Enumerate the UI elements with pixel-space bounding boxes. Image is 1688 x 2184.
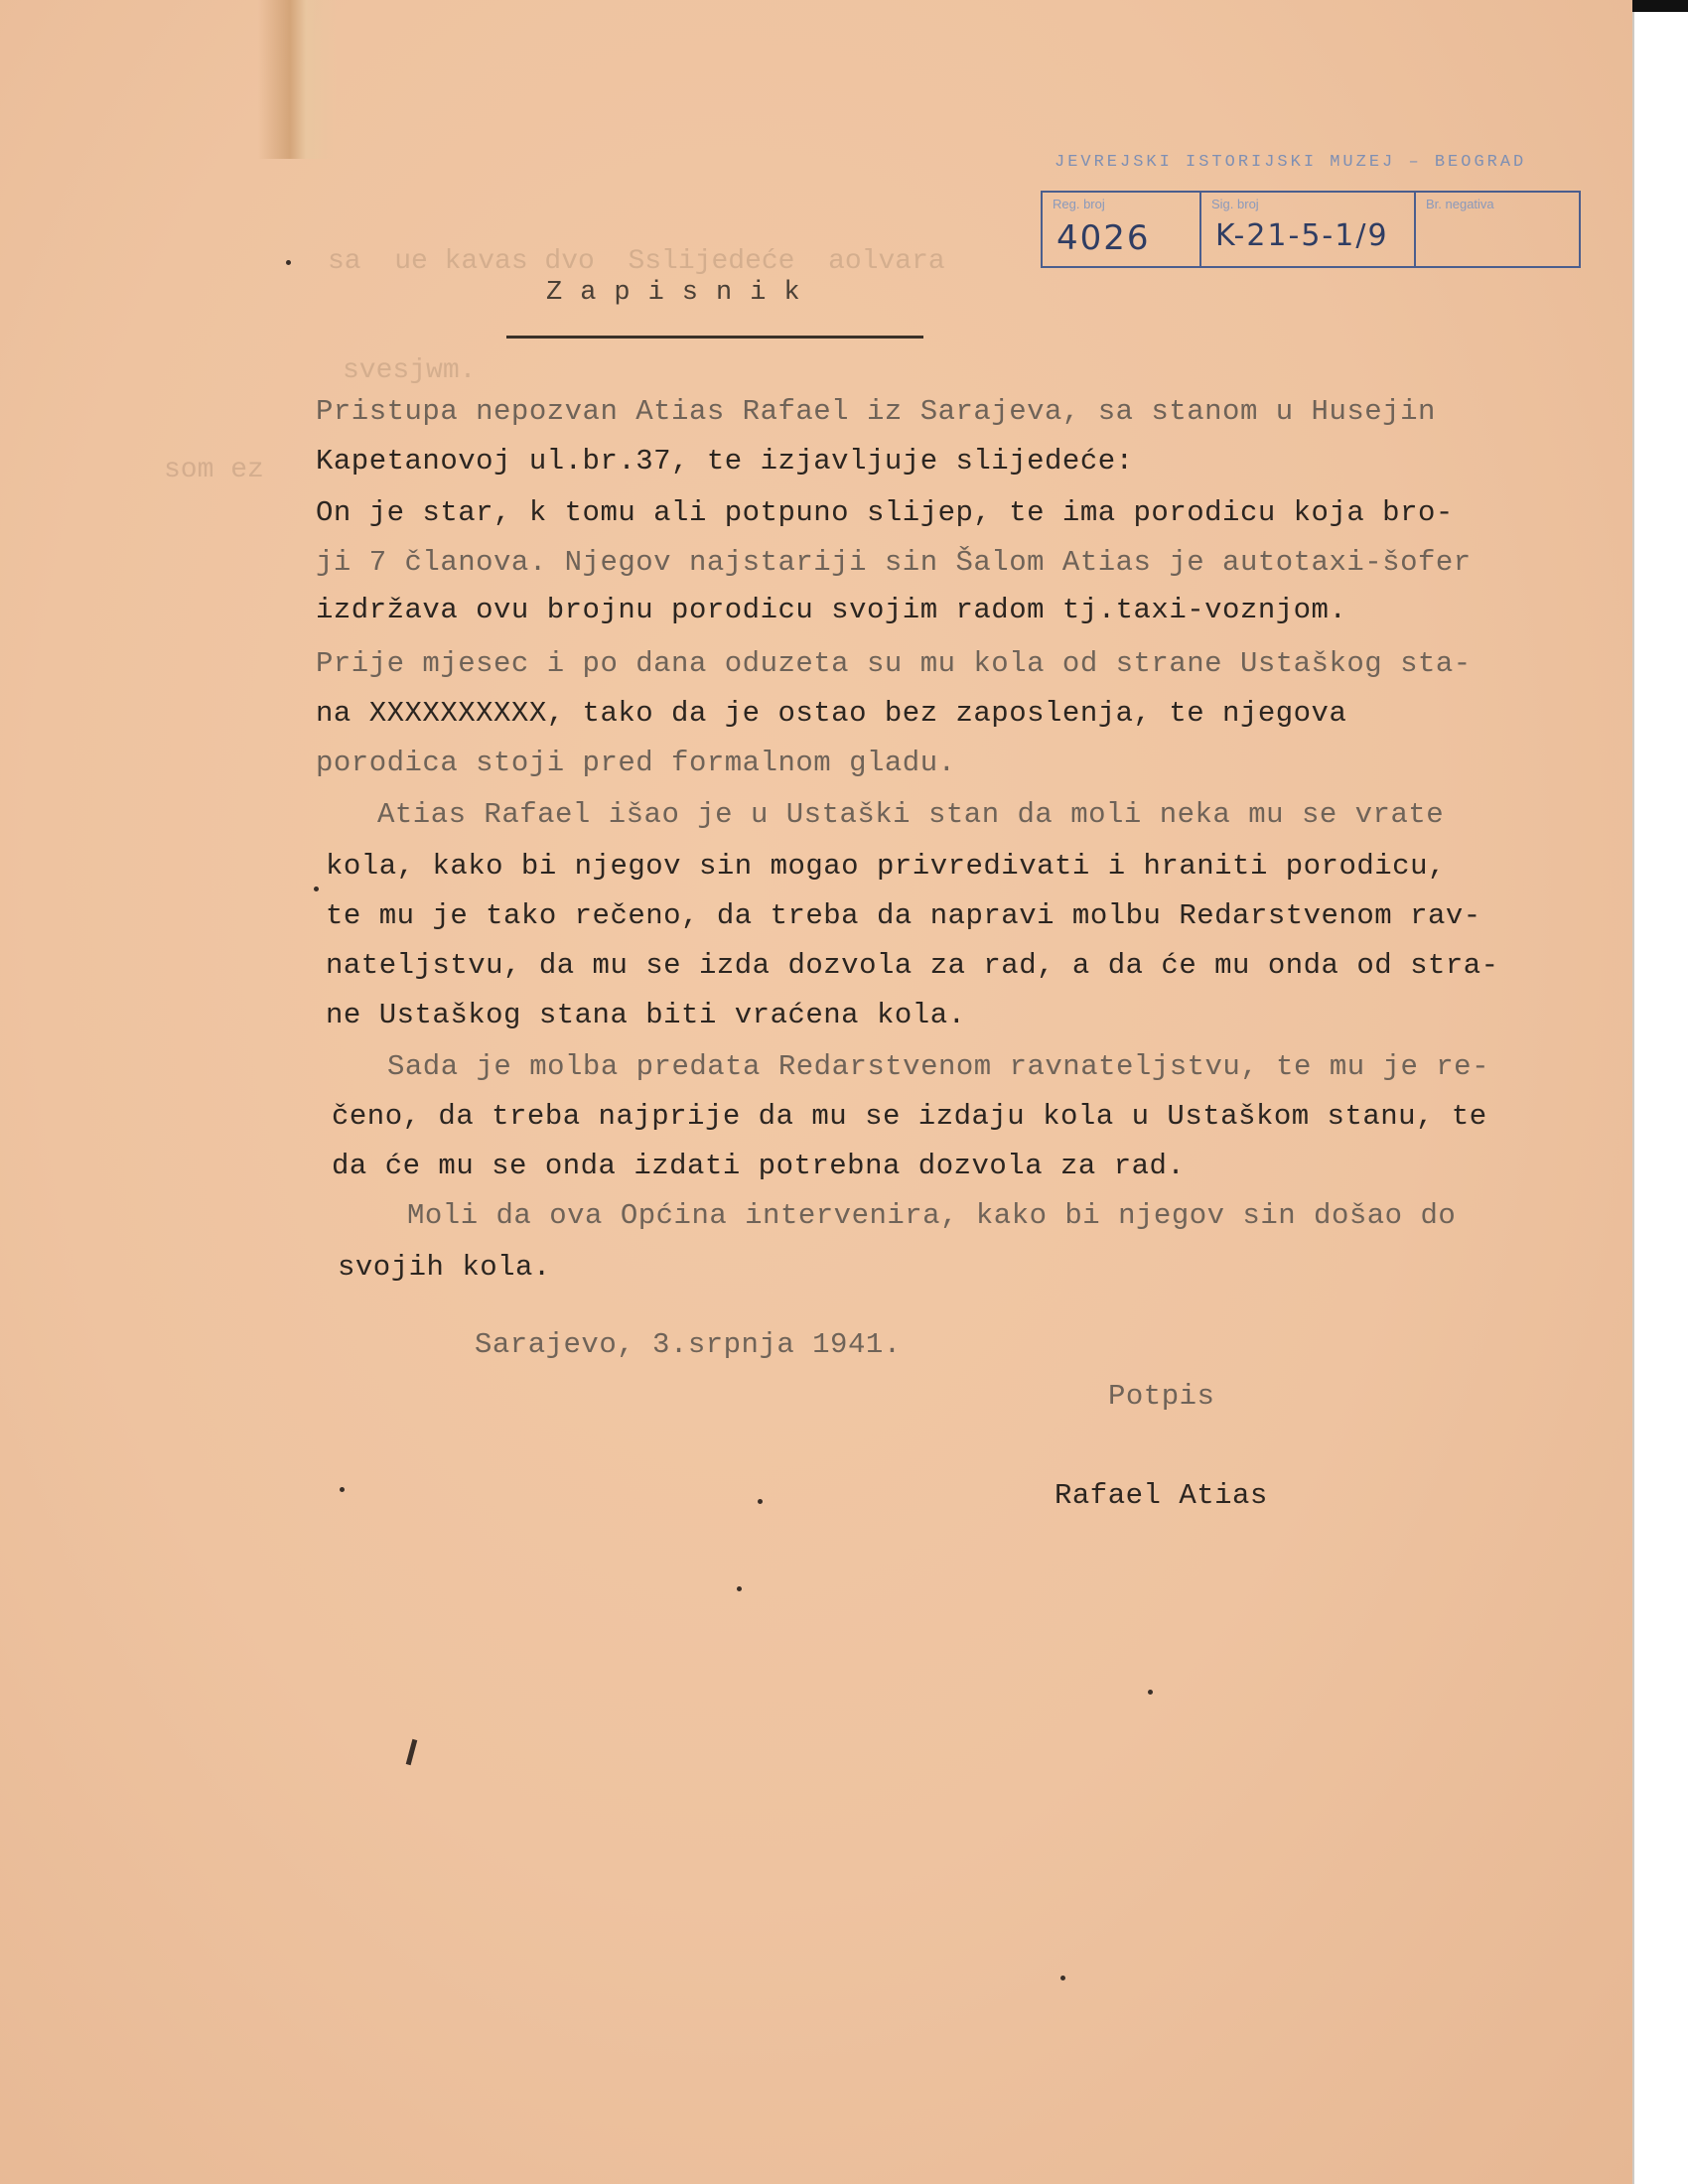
signature-label: Potpis (1108, 1380, 1215, 1413)
body-line: Prije mjesec i po dana oduzeta su mu kola od strane Ustaškog sta- (316, 647, 1472, 680)
ink-speck (340, 1487, 345, 1492)
stamp-value-reg: 4026 (1056, 218, 1151, 258)
ink-speck (1148, 1690, 1153, 1695)
place-date: Sarajevo, 3.srpnja 1941. (475, 1328, 902, 1361)
body-line: Sada je molba predata Redarstvenom ravnateljstvu, te mu je re- (387, 1050, 1489, 1083)
body-line: svojih kola. (338, 1251, 551, 1284)
stamp-label-sig: Sig. broj (1211, 197, 1259, 211)
bleed-through-text: som ez (164, 455, 264, 485)
paper-fold-mark (258, 0, 338, 159)
stamp-cell-neg (1416, 193, 1579, 266)
body-line: nateljstvu, da mu se izda dozvola za rad, a da će mu onda od stra- (326, 949, 1499, 982)
stamp-table (1041, 191, 1581, 268)
stamp-cell-reg (1043, 193, 1201, 266)
body-line: Atias Rafael išao je u Ustaški stan da moli neka mu se vrate (377, 798, 1445, 831)
stamp-value-sig: K-21-5-1/9 (1215, 218, 1389, 253)
body-line: na XXXXXXXXXX, tako da je ostao bez zaposlenja, te njegova (316, 697, 1347, 730)
bleed-through-text: svesjwm. (343, 355, 477, 386)
title-underline (506, 336, 923, 339)
body-line: izdržava ovu brojnu porodicu svojim radom tj.taxi-voznjom. (316, 594, 1347, 626)
body-line: ne Ustaškog stana biti vraćena kola. (326, 999, 966, 1031)
bleed-through-text: sa ue kavas dvo Sslijedeće aolvara (328, 246, 945, 277)
ink-speck (737, 1586, 742, 1591)
body-line: ji 7 članova. Njegov najstariji sin Šalom Atias je autotaxi-šofer (316, 546, 1472, 579)
body-line: kola, kako bi njegov sin mogao privredivati i hraniti porodicu, (326, 850, 1446, 883)
body-line: Moli da ova Općina intervenira, kako bi njegov sin došao do (407, 1199, 1457, 1232)
stamp-label-neg: Br. negativa (1426, 197, 1494, 211)
body-line: te mu je tako rečeno, da treba da napravi molbu Redarstvenom rav- (326, 899, 1481, 932)
ink-speck (314, 887, 319, 891)
body-line: čeno, da treba najprije da mu se izdaju kola u Ustaškom stanu, te (332, 1100, 1487, 1133)
ink-speck (1060, 1976, 1065, 1980)
body-line: porodica stoji pred formalnom gladu. (316, 747, 956, 779)
stamp-cell-sig (1201, 193, 1416, 266)
body-line: On je star, k tomu ali potpuno slijep, te ima porodicu koja bro- (316, 496, 1454, 529)
ink-speck (758, 1499, 763, 1504)
scan-edge-mark (1632, 0, 1688, 12)
body-line: Kapetanovoj ul.br.37, te izjavljuje slijedeće: (316, 445, 1134, 478)
stamp-institution: JEVREJSKI ISTORIJSKI MUZEJ – BEOGRAD (1055, 153, 1527, 172)
stamp-label-reg: Reg. broj (1053, 197, 1105, 211)
body-line: da će mu se onda izdati potrebna dozvola za rad. (332, 1150, 1186, 1182)
body-line: Pristupa nepozvan Atias Rafael iz Sarajeva, sa stanom u Husejin (316, 395, 1436, 428)
document-title: Zapisnik (546, 278, 818, 308)
ink-mark (406, 1739, 418, 1765)
ink-speck (286, 260, 291, 265)
museum-stamp (1041, 153, 1579, 266)
signature-name: Rafael Atias (1055, 1479, 1268, 1512)
